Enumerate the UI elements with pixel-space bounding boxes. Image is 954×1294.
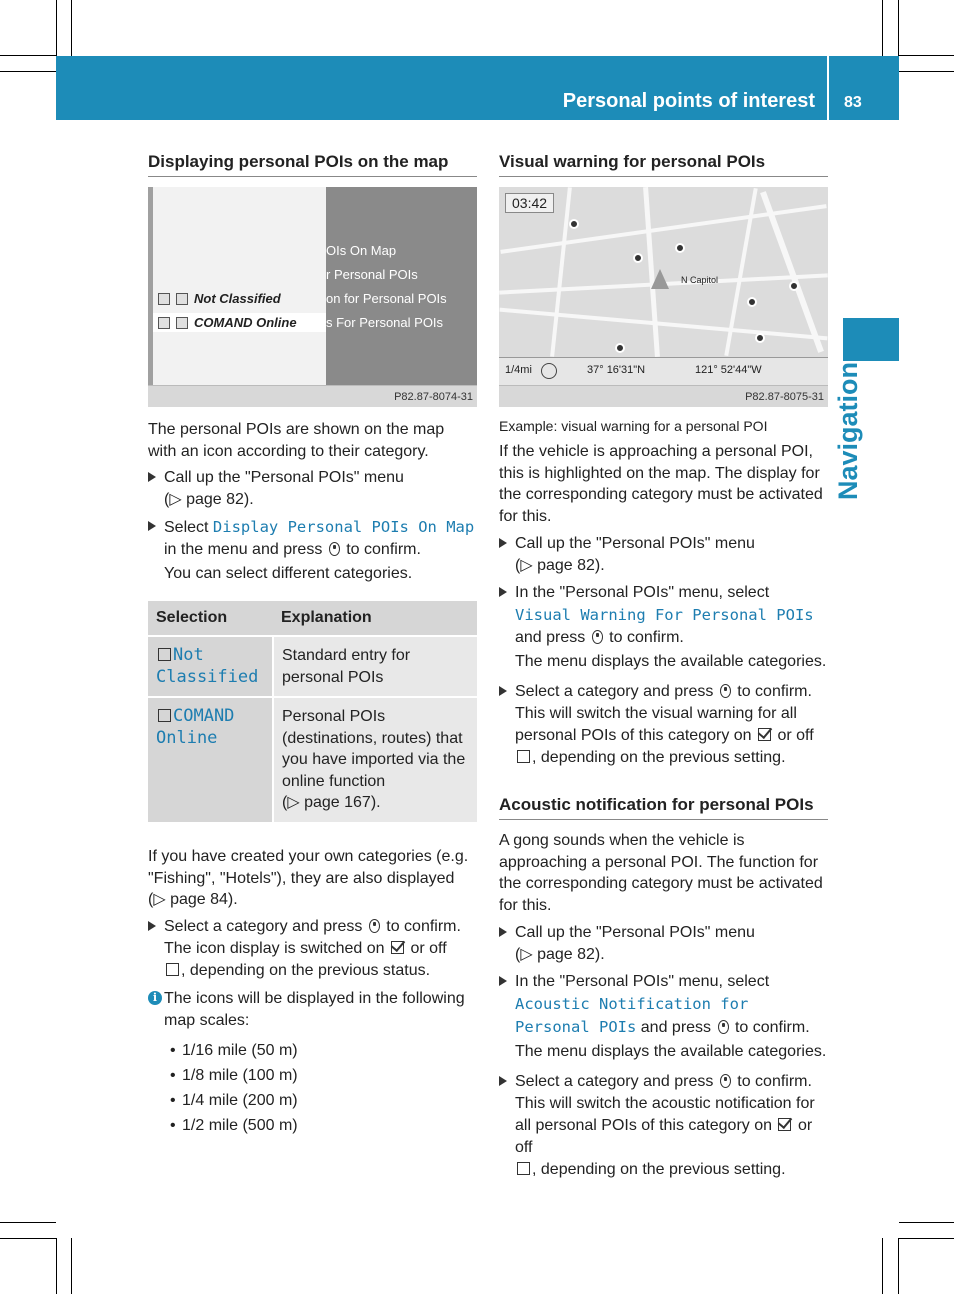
checkbox-icon bbox=[517, 1162, 530, 1175]
crop-mark bbox=[71, 1238, 72, 1294]
compass-icon bbox=[541, 363, 557, 379]
checkbox-icon bbox=[517, 750, 530, 763]
list-item: • 1/4 mile (200 m) bbox=[166, 1088, 477, 1113]
figure-code: P82.87-8074-31 bbox=[394, 391, 473, 403]
instruction-step bbox=[148, 467, 477, 511]
poi-icon bbox=[176, 293, 188, 305]
step-arrow-icon bbox=[499, 927, 507, 937]
instruction-step bbox=[499, 1071, 828, 1181]
step-text: In the "Personal POIs" menu, select bbox=[515, 583, 770, 601]
cell-text: Personal POIs (destinations, routes) that you have imported via the online function bbox=[282, 708, 466, 790]
menu-item: r Personal POIs bbox=[326, 267, 418, 282]
poi-marker-icon bbox=[747, 297, 757, 307]
step-arrow-icon bbox=[148, 521, 156, 531]
crop-mark bbox=[898, 1238, 899, 1294]
step-text: to confirm. bbox=[737, 1072, 812, 1090]
crop-mark bbox=[56, 1238, 57, 1294]
category-item bbox=[158, 291, 281, 306]
longitude-readout: 121° 52'44"W bbox=[695, 364, 762, 376]
step-result: You can select different categories. bbox=[164, 565, 413, 583]
step-result: The menu displays the available categories. bbox=[515, 652, 827, 670]
step-text: in the menu and press bbox=[164, 541, 323, 559]
step-arrow-icon bbox=[499, 1076, 507, 1086]
controller-knob-icon bbox=[592, 630, 603, 644]
page-reference: (▷ page 84). bbox=[148, 891, 238, 909]
crop-mark bbox=[56, 0, 57, 56]
menu-backdrop bbox=[326, 187, 477, 385]
step-result: This will switch the visual warning for all personal POIs of this category on bbox=[515, 704, 797, 744]
step-result: or off bbox=[777, 726, 814, 744]
checked-box-icon bbox=[778, 1118, 791, 1131]
menu-item: OIs On Map bbox=[326, 243, 397, 258]
step-text: Call up the "Personal POIs" menu bbox=[164, 469, 404, 487]
list-item: • 1/16 mile (50 m) bbox=[166, 1038, 477, 1063]
scale-list bbox=[148, 1038, 477, 1138]
checked-box-icon bbox=[758, 728, 771, 741]
left-column bbox=[148, 152, 477, 1138]
step-arrow-icon bbox=[499, 686, 507, 696]
right-column bbox=[499, 152, 828, 1181]
poi-marker-icon bbox=[755, 333, 765, 343]
menu-command: Not Classified bbox=[156, 645, 259, 687]
crop-mark bbox=[898, 0, 899, 56]
step-arrow-icon bbox=[148, 472, 156, 482]
category-label: COMAND Online bbox=[194, 315, 297, 330]
figure-caption: Example: visual warning for a personal POI bbox=[499, 418, 768, 434]
list-item: • 1/8 mile (100 m) bbox=[166, 1063, 477, 1088]
step-result: This will switch the acoustic notification for all personal POIs of this category on bbox=[515, 1094, 815, 1134]
step-arrow-icon bbox=[499, 976, 507, 986]
step-result: , depending on the previous setting. bbox=[532, 1160, 786, 1178]
instruction-step bbox=[499, 533, 828, 577]
checkbox-icon bbox=[166, 963, 179, 976]
poi-marker-icon bbox=[789, 281, 799, 291]
map-status-bar bbox=[499, 357, 828, 385]
menu-item: s For Personal POIs bbox=[326, 315, 444, 330]
category-label: Not Classified bbox=[194, 291, 281, 306]
table-cell bbox=[148, 697, 273, 822]
crop-mark bbox=[899, 55, 954, 56]
step-text: to confirm. bbox=[609, 628, 684, 646]
category-list bbox=[148, 187, 326, 385]
step-text: to confirm. bbox=[734, 1018, 810, 1036]
list-item: • 1/2 mile (500 m) bbox=[166, 1113, 477, 1138]
crop-mark bbox=[899, 1222, 954, 1223]
controller-knob-icon bbox=[329, 542, 340, 556]
crop-mark bbox=[0, 1222, 56, 1223]
table-row bbox=[148, 697, 477, 822]
map-road bbox=[499, 308, 827, 341]
menu-command: Acoustic Notification for Personal POIs bbox=[515, 994, 749, 1036]
page-reference: (▷ page 167). bbox=[282, 794, 381, 812]
chapter-tab bbox=[843, 318, 899, 361]
controller-knob-icon bbox=[369, 919, 380, 933]
controller-knob-icon bbox=[720, 684, 731, 698]
step-text: Call up the "Personal POIs" menu bbox=[515, 534, 755, 552]
step-text: and press bbox=[515, 628, 586, 646]
instruction-step bbox=[148, 516, 477, 585]
poi-marker-icon bbox=[633, 253, 643, 263]
table-cell: Standard entry for personal POIs bbox=[273, 636, 477, 697]
step-arrow-icon bbox=[499, 538, 507, 548]
step-text: and press bbox=[640, 1018, 712, 1036]
figure-code: P82.87-8075-31 bbox=[745, 391, 824, 403]
clock-display: 03:42 bbox=[505, 193, 554, 213]
menu-command: Display Personal POIs On Map bbox=[212, 518, 475, 537]
checkbox-icon bbox=[158, 709, 171, 722]
checkbox-icon bbox=[158, 293, 170, 305]
category-item bbox=[153, 313, 326, 332]
street-label: N Capitol bbox=[681, 275, 719, 285]
step-text: to confirm. bbox=[386, 918, 461, 936]
latitude-readout: 37° 16'31"N bbox=[587, 364, 646, 376]
poi-icon bbox=[176, 317, 188, 329]
crop-mark bbox=[0, 71, 56, 72]
page-header bbox=[56, 56, 899, 120]
instruction-step bbox=[148, 916, 477, 982]
page-title: Personal points of interest bbox=[562, 90, 815, 112]
crop-mark bbox=[71, 0, 72, 56]
body-text bbox=[148, 846, 477, 911]
header-divider bbox=[827, 56, 829, 120]
crop-mark bbox=[899, 71, 954, 72]
figure-footer bbox=[499, 385, 828, 407]
controller-knob-icon bbox=[718, 1020, 729, 1034]
table-cell bbox=[148, 636, 273, 697]
controller-knob-icon bbox=[720, 1074, 731, 1088]
step-text: Select a category and press bbox=[515, 682, 714, 700]
step-text: In the "Personal POIs" menu, select bbox=[515, 972, 770, 990]
step-text: to confirm. bbox=[346, 541, 421, 559]
vehicle-position-icon bbox=[651, 269, 669, 289]
selection-table bbox=[148, 601, 477, 822]
checked-box-icon bbox=[391, 941, 404, 954]
body-text-span: If you have created your own categories (e.g. "Fishing", "Hotels"), they are also displayed bbox=[148, 847, 469, 887]
crop-mark bbox=[882, 0, 883, 56]
info-note bbox=[148, 988, 477, 1032]
body-text: A gong sounds when the vehicle is approaching a personal POI. The function for the corresponding category must be activated for this. bbox=[499, 831, 823, 914]
instruction-step bbox=[499, 971, 828, 1063]
intro-text: The personal POIs are shown on the map with an icon according to their category. bbox=[148, 421, 445, 460]
step-text: Select bbox=[164, 519, 213, 537]
poi-marker-icon bbox=[615, 343, 625, 353]
crop-mark bbox=[0, 1238, 56, 1239]
crop-mark bbox=[899, 1238, 954, 1239]
section-title: Acoustic notification for personal POIs bbox=[499, 795, 828, 820]
step-result: The icon display is switched on bbox=[164, 940, 385, 958]
checkbox-icon bbox=[158, 317, 170, 329]
step-arrow-icon bbox=[148, 921, 156, 931]
step-result: , depending on the previous status. bbox=[181, 962, 431, 980]
section-title: Displaying personal POIs on the map bbox=[148, 152, 477, 177]
body-text: If the vehicle is approaching a personal POI, this is highlighted on the map. The display for the corresponding category must be activated for this. bbox=[499, 443, 823, 526]
instruction-step bbox=[499, 582, 828, 673]
menu-command: COMAND Online bbox=[156, 706, 235, 748]
crop-mark bbox=[882, 1238, 883, 1294]
figure-footer bbox=[148, 385, 477, 407]
step-result: The menu displays the available categories. bbox=[515, 1042, 827, 1060]
step-arrow-icon bbox=[499, 587, 507, 597]
info-text: The icons will be displayed in the following map scales: bbox=[164, 990, 465, 1030]
section-title: Visual warning for personal POIs bbox=[499, 152, 828, 177]
step-text: Select a category and press bbox=[515, 1072, 714, 1090]
checkbox-icon bbox=[158, 648, 171, 661]
poi-menu-screenshot bbox=[148, 187, 477, 407]
poi-marker-icon bbox=[569, 219, 579, 229]
map-screenshot bbox=[499, 187, 828, 407]
instruction-step bbox=[499, 922, 828, 966]
instruction-step bbox=[499, 681, 828, 769]
page-reference: (▷ page 82). bbox=[164, 491, 254, 509]
table-cell bbox=[273, 697, 477, 822]
step-result: or off bbox=[410, 940, 447, 958]
table-row bbox=[148, 636, 477, 697]
info-icon: i bbox=[148, 991, 162, 1005]
page-reference: (▷ page 82). bbox=[515, 556, 605, 574]
page-number: 83 bbox=[844, 94, 862, 111]
step-text: to confirm. bbox=[737, 682, 812, 700]
map-scale: 1/4mi bbox=[505, 364, 532, 376]
step-result: or off bbox=[515, 1116, 813, 1156]
step-text: Call up the "Personal POIs" menu bbox=[515, 923, 755, 941]
crop-mark bbox=[0, 55, 56, 56]
menu-command: Visual Warning For Personal POIs bbox=[515, 605, 814, 624]
table-header: Selection bbox=[148, 601, 273, 636]
step-result: , depending on the previous setting. bbox=[532, 748, 786, 766]
map-road bbox=[760, 191, 824, 353]
step-text: Select a category and press bbox=[164, 918, 363, 936]
poi-marker-icon bbox=[675, 243, 685, 253]
menu-item: on for Personal POIs bbox=[326, 291, 447, 306]
chapter-label: Navigation bbox=[833, 361, 863, 500]
table-header: Explanation bbox=[273, 601, 477, 636]
page-reference: (▷ page 82). bbox=[515, 945, 605, 963]
